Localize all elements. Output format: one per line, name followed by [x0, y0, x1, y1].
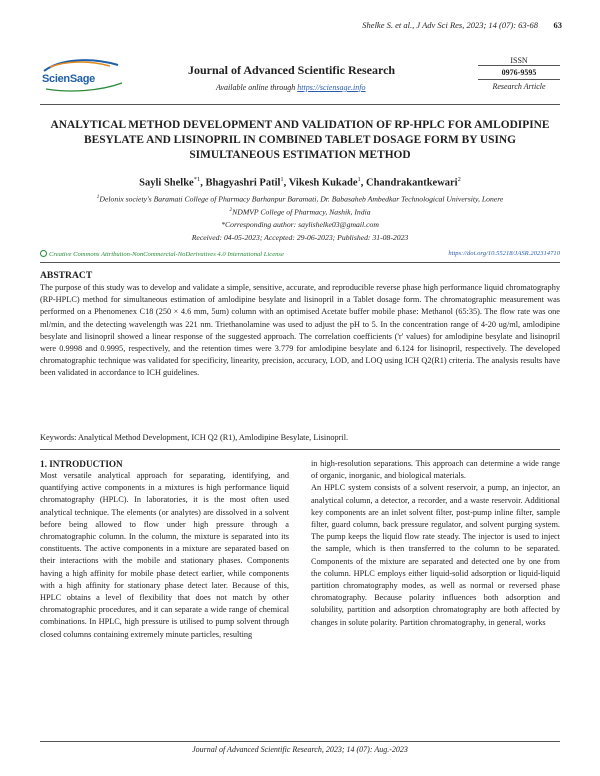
author-name: Sayli Shelke — [139, 177, 194, 189]
journal-name: Journal of Advanced Scientific Research — [188, 63, 396, 77]
masthead — [40, 55, 560, 101]
license-link[interactable]: Creative Commons Attribution-NonCommercial-NoDerivatives 4.0 International License — [49, 251, 284, 258]
author-affiliation-mark: 1 — [357, 176, 361, 183]
abstract-heading: ABSTRACT — [40, 270, 93, 281]
journal-online-line — [216, 83, 365, 92]
body-paragraph: in high-resolution separations. This approach can determine a wide range of organic, inorganic, and biological materials. — [311, 459, 560, 481]
logo-wordmark: ScienSage — [42, 73, 95, 85]
license-row — [40, 250, 560, 260]
body-paragraph: Most versatile analytical approach for separating, identifying, and quantifying active components in a mixtures is high performance liquid chromatography (HPLC). In laboratories, it is the most often used analytical technique. The elements (or analytes) are dissolved in a solvent before being allowed to flow under high pressure through a chromatographic column. In the column, the mixture is separated into its constituents. The active components in a mixture are separated based on their interactions with the mobile and stationary phases. Components having a high affinity for mobile phase detect earlier, while components with a high affinity for stationary phase detect later. Because of this, HPLC obtains a level of flexibility that does not match by other chromatographic procedures, and it can separate a wide range of chemical combinations. In HPLC, high pressure is utilised to pump solvent through closed columns containing extremely minute particles, resulting — [40, 471, 289, 639]
author-name: Bhagyashri Patil — [205, 177, 281, 189]
page-footer: Journal of Advanced Scientific Research, 2023; 14 (07): Aug.-2023 — [192, 745, 408, 754]
body-paragraph: An HPLC system consists of a solvent reservoir, a pump, an injector, an analytical column, a detector, a recorder, and a waste reservoir. Additional key components are an inlet solvent filter, post-pump inline filter, sample filter, guard column, back pressure regulator, and solvent purging system. The pump keeps the liquid flow rate steady. The injector is used to inject the sample, which is then transferred to the column to be separated. Components of the mixture are separated and detected one by one from the column. HPLC employs either liquid-solid adsorption or liquid-liquid partition chromatography modes, as well as normal or reversed phase chromatography. Because polarity influences both adsorption and solubility, partition and adsorption chromatography are both affected by changes in solute polarity. Partition chromatography, in general, works — [311, 483, 560, 627]
author-name: Chandrakantkewari — [366, 177, 458, 189]
author-affiliation-mark: *1 — [193, 176, 201, 183]
footer-divider — [40, 741, 560, 742]
affiliation-text: NDMVP College of Pharmacy, Nashik, India — [232, 207, 371, 217]
keywords-label: Keywords: — [40, 433, 77, 442]
keywords — [40, 433, 560, 442]
affiliation-mark: 1 — [96, 194, 100, 200]
issn-number: 0976-9595 — [478, 66, 560, 80]
affiliation-text: Delonix society's Baramati College of Pharmacy Barhanpur Baramati, Dr. Babasaheb Ambedkar Technological University, Lonere — [99, 194, 504, 204]
page-number: 63 — [553, 20, 562, 30]
corresponding-author: *Corresponding author: saylishelke03@gmail.com — [221, 220, 379, 229]
article-type: Research Article — [492, 82, 546, 91]
running-head-citation: Shelke S. et al., J Adv Sci Res, 2023; 14 (07): 63-68 — [362, 20, 538, 30]
author-affiliation-mark: 2 — [457, 176, 461, 183]
keywords-text: Analytical Method Development, ICH Q2 (R1), Amlodipine Besylate, Lisinopril. — [78, 433, 349, 442]
issn-label: ISSN — [478, 55, 560, 66]
body-column-left — [40, 458, 289, 641]
article-dates: Received: 04-05-2023; Accepted: 29-06-2023; Published: 31-08-2023 — [191, 233, 409, 242]
article-title: ANALYTICAL METHOD DEVELOPMENT AND VALIDATION OF RP-HPLC FOR AMLODIPINE BESYLATE AND LISINOPRIL IN COMBINED TABLET DOSAGE FORM BY USING SIMULTANEOUS ESTIMATION METHOD — [50, 119, 550, 161]
affiliation — [40, 207, 560, 217]
journal-website-link[interactable]: https://sciensage.info — [297, 83, 366, 92]
doi-link[interactable]: https://doi.org/10.55218/JASR.202314710 — [448, 250, 560, 257]
running-head — [0, 20, 600, 34]
body-column-right — [311, 458, 560, 629]
author-affiliation-mark: 1 — [280, 176, 284, 183]
author-name: Vikesh Kukade — [288, 177, 358, 189]
affiliation-mark: 2 — [229, 207, 233, 213]
section-heading-introduction: 1. INTRODUCTION — [40, 459, 123, 469]
online-prefix: Available online through — [216, 83, 296, 92]
publisher-logo — [40, 57, 126, 93]
creative-commons-icon — [40, 250, 47, 257]
affiliation — [40, 194, 560, 204]
keywords-divider — [40, 449, 560, 450]
abstract-divider — [40, 262, 560, 263]
abstract-text: The purpose of this study was to develop and validate a simple, sensitive, accurate, and reproducible reverse phase high performance liquid chromatography (RP-HPLC) method for simultaneous estimation of amlodipine besylate and lisinopril in a Tablet dosage form. The chromatographic measurement was performed on a Phenomenex C18 (250 × 4.6 mm, 5um) column with an optimised Acetate buffer mobile phase: Methanol (65:35). The flow rate was one ml/min, and the detecting wavelength was 221 nm. Triethanolamine was used to adjust the pH to 5. In the concentration range of 4-20 ug/ml, amlodipine besylate and lisinopril showed a linear response of the suggested approach. The correlation coefficients ('r' values) for amlodipine besylate and lisinopril were 0.9998 and 0.9995, respectively, and the retention times were 3.779 for amlodipine besylate and 6.124 for lisinopril, respectively. The developed chromatographic technique was validated for specificity, linearity, precision, accuracy, LOD, and LOQ using ICH Q2(R1) criteria. The analysis results have been validated in accordance to ICH guidelines. — [40, 283, 560, 378]
author-list: Sayli Shelke$^{*1}$, Bhagyashri Patil$^1$, Vikesh Kukade$^1$, Chandrakantkewari$^2$ — [139, 176, 461, 189]
issn-box — [478, 55, 560, 93]
masthead-divider — [40, 104, 560, 105]
